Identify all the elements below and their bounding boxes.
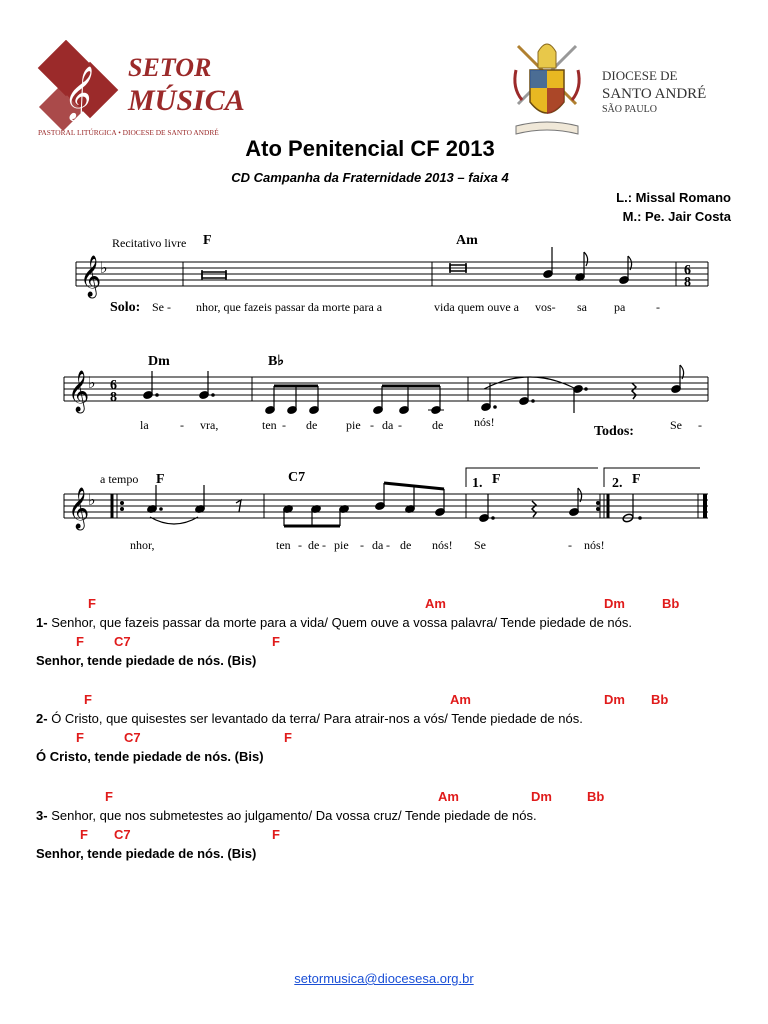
chord: Am: [425, 596, 446, 611]
verse-number: 2-: [36, 711, 48, 726]
lyric-syllable: vra,: [200, 418, 219, 432]
verse-3-text: [36, 808, 537, 823]
verse-1-text: [36, 615, 632, 630]
song-title: Ato Penitencial CF 2013: [245, 136, 495, 161]
lyric-syllable: vos-: [535, 300, 556, 314]
verse-line: Ó Cristo, que quisestes ser levantado da terra/ Para atrair-nos a vós/ Tende piedade de nós.: [51, 711, 583, 726]
chord-symbol: F: [632, 472, 641, 487]
lyric-syllable: de: [306, 418, 318, 432]
ending-1-label: 1.: [472, 476, 483, 491]
chord: Bb: [587, 789, 605, 804]
chord: F: [76, 634, 84, 649]
refrain-3: Senhor, tende piedade de nós. (Bis): [36, 846, 257, 861]
lyric-syllable: -: [322, 538, 326, 552]
lyric-syllable: vida quem ouve a: [434, 300, 519, 314]
music-credit: M.: Pe. Jair Costa: [622, 209, 731, 224]
lyric-syllable: de: [308, 538, 320, 552]
lyric-syllable: da: [382, 418, 394, 432]
lyric-syllable: -: [698, 418, 702, 432]
lyric-syllable: -: [398, 418, 402, 432]
refrain-2: Ó Cristo, tende piedade de nós. (Bis): [36, 749, 264, 764]
lyric-syllable: nós!: [432, 538, 453, 552]
staff-system-1: [76, 262, 708, 286]
diocese-line3: SÃO PAULO: [602, 104, 657, 115]
chord: Dm: [531, 789, 552, 804]
diocese-logo: [508, 38, 748, 143]
refrain-1: Senhor, tende piedade de nós. (Bis): [36, 653, 257, 668]
chord-symbol: C7: [288, 470, 306, 485]
flat-key-icon: ♭: [88, 492, 96, 509]
svg-text:𝄞: 𝄞: [62, 67, 90, 118]
lyric-syllable: ten: [276, 538, 291, 552]
lyric-syllable: ten: [262, 418, 277, 432]
lyric-syllable: Se: [474, 538, 486, 552]
coat-of-arms-icon: [508, 38, 748, 143]
chord: F: [105, 789, 113, 804]
treble-clef-icon: 𝄞: [80, 256, 102, 296]
refrain-1-chords: [0, 634, 768, 650]
lyric-syllable: sa: [577, 300, 587, 314]
lyric-syllable: -: [370, 418, 374, 432]
refrain-3-chords: [0, 827, 768, 843]
chord-symbol: F: [156, 472, 165, 487]
logo-tagline: PASTORAL LITÚRGICA • DIOCESE DE SANTO ANDRÉ: [38, 128, 219, 137]
notes-system-1: [202, 247, 632, 285]
time-sig-den: 8: [684, 275, 691, 290]
chord: Bb: [651, 692, 669, 707]
diocese-line2: SANTO ANDRÉ: [602, 86, 707, 102]
chord: F: [84, 692, 92, 707]
lyric-syllable: la: [140, 418, 149, 432]
role-solo: Solo:: [110, 300, 141, 315]
chord: Bb: [662, 596, 680, 611]
chord-symbol: F: [203, 233, 212, 248]
lyric-syllable: Se: [670, 418, 682, 432]
chord: F: [272, 827, 280, 842]
tempo-marking: Recitativo livre: [112, 236, 187, 250]
chord: Dm: [604, 596, 625, 611]
lyric-syllable: nós!: [474, 415, 495, 429]
staff-system-2: [64, 377, 708, 401]
lyric-syllable: de: [400, 538, 412, 552]
tempo-marking: a tempo: [100, 472, 139, 486]
time-sig-den: 8: [110, 390, 117, 405]
lyric-syllable: pie: [334, 538, 349, 552]
rest-icon: [532, 501, 536, 517]
lyric-syllable: -: [386, 538, 390, 552]
rest-icon: [632, 383, 636, 399]
verse-2-chords: [0, 692, 768, 708]
lyric-syllable: -: [360, 538, 364, 552]
lyric-syllable: nhor,: [130, 538, 155, 552]
chord: C7: [114, 827, 131, 842]
chord-symbol: F: [492, 472, 501, 487]
lyric-syllable: Se -: [152, 300, 171, 314]
diocese-line1: DIOCESE DE: [602, 68, 678, 83]
lyric-syllable: -: [180, 418, 184, 432]
chord: C7: [114, 634, 131, 649]
chord: Am: [450, 692, 471, 707]
verse-line: Senhor, que fazeis passar da morte para a vida/ Quem ouve a vossa palavra/ Tende piedade de nós.: [51, 615, 632, 630]
verse-number: 1-: [36, 615, 48, 630]
music-score: [0, 225, 768, 560]
email-link[interactable]: setormusica@diocesesa.org.br: [294, 971, 474, 986]
lyric-syllable: da: [372, 538, 384, 552]
refrain-2-chords: [0, 730, 768, 746]
verse-1-chords: [0, 596, 768, 612]
verse-2-text: [36, 711, 583, 726]
chord-symbol: B♭: [268, 354, 284, 369]
logo-word-musica: MÚSICA: [128, 84, 245, 117]
setor-musica-logo-mark: [36, 40, 246, 140]
chord: Dm: [604, 692, 625, 707]
lyric-syllable: pa: [614, 300, 626, 314]
flat-key-icon: ♭: [88, 375, 96, 392]
chord-symbol: Am: [456, 233, 478, 248]
lyric-syllable: -: [282, 418, 286, 432]
time-sig-num: 6: [110, 378, 117, 393]
chord: Am: [438, 789, 459, 804]
role-todos: Todos:: [594, 424, 634, 439]
lyric-syllable: -: [656, 300, 660, 314]
lyric-syllable: -: [568, 538, 572, 552]
chord: F: [76, 730, 84, 745]
notes-system-2: [143, 365, 684, 415]
logo-word-setor: SETOR: [128, 53, 212, 82]
lyrics-credit: L.: Missal Romano: [616, 190, 731, 205]
lyric-syllable: nhor, que fazeis passar da morte para a: [196, 300, 383, 314]
song-subtitle: CD Campanha da Fraternidade 2013 – faixa 4: [231, 170, 509, 185]
flat-key-icon: ♭: [100, 260, 108, 277]
treble-clef-icon: 𝄞: [68, 371, 90, 411]
chord: F: [284, 730, 292, 745]
chord: F: [88, 596, 96, 611]
notes-system-3: [121, 483, 642, 526]
chord: F: [80, 827, 88, 842]
setor-musica-logo: [36, 40, 246, 140]
chord: F: [272, 634, 280, 649]
treble-clef-icon: 𝄞: [68, 488, 90, 528]
verse-number: 3-: [36, 808, 48, 823]
lyric-syllable: de: [432, 418, 444, 432]
verse-line: Senhor, que nos submetestes ao julgamento/ Da vossa cruz/ Tende piedade de nós.: [51, 808, 537, 823]
ending-2-label: 2.: [612, 476, 623, 491]
lyric-syllable: nós!: [584, 538, 605, 552]
chord-symbol: Dm: [148, 354, 170, 369]
lyric-syllable: -: [298, 538, 302, 552]
chord: C7: [124, 730, 141, 745]
time-sig-num: 6: [684, 263, 691, 278]
lyric-syllable: pie: [346, 418, 361, 432]
verse-3-chords: [0, 789, 768, 805]
